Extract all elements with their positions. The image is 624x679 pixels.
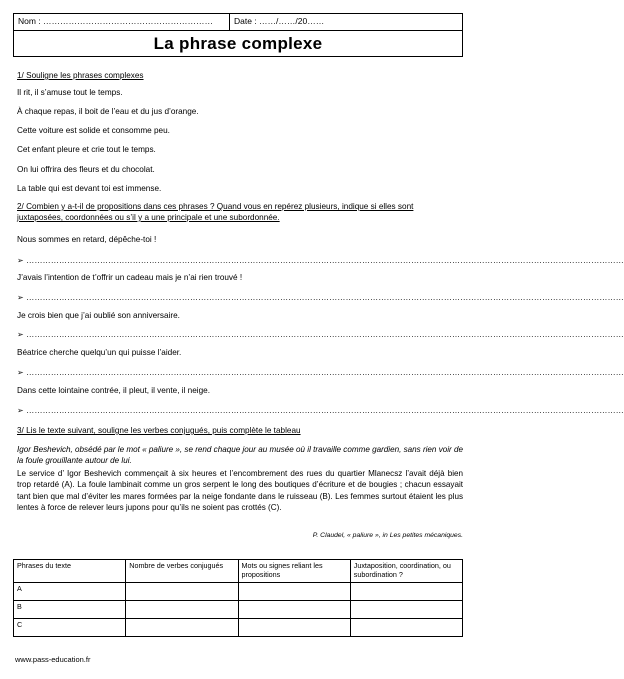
section2-sentence: Nous sommes en retard, dépêche-toi ! [17, 235, 157, 244]
table-header: Nombre de verbes conjugués [126, 560, 238, 583]
section1-sentence: À chaque repas, il boit de l’eau et du jus d’orange. [17, 107, 199, 116]
table-cell[interactable] [350, 619, 462, 637]
section3-title: 3/ Lis le texte suivant, souligne les verbes conjugués, puis complète le tableau [17, 426, 301, 435]
header-divider [229, 14, 230, 31]
answer-line-dots: ………………………………………………………………………………………………………………………………………………………………………………………………… [26, 330, 624, 339]
section2-sentence: J’avais l’intention de t’offrir un cadeau mais je n’ai rien trouvé ! [17, 273, 243, 282]
table-header: Juxtaposition, coordination, ou subordination ? [350, 560, 462, 583]
answer-line[interactable]: ➢ ………………………………………………………………………………………………………………………………………………………………………………………………… [17, 330, 624, 339]
section2-title-line2: juxtaposées, coordonnées ou s’il y a une principale et une subordonnée. [17, 213, 280, 222]
table-cell[interactable] [126, 601, 238, 619]
table-cell[interactable] [238, 619, 350, 637]
table-header: Phrases du texte [14, 560, 126, 583]
table-row [14, 619, 463, 637]
header-row [14, 14, 462, 31]
text-intro: Igor Beshevich, obsédé par le mot « paliure », se rend chaque jour au musée où il travaille comme gardien, sans rien voir de la foule grouillante autour de lui. [17, 445, 463, 466]
name-field[interactable]: Nom : …………………………………………………… [18, 16, 214, 26]
table-cell[interactable] [238, 583, 350, 601]
section1-sentence: La table qui est devant toi est immense. [17, 184, 162, 193]
text-source: P. Claudel, « paliure », in Les petites mécaniques. [312, 532, 463, 539]
table-cell[interactable] [350, 601, 462, 619]
date-field[interactable]: Date : ……/……/20…… [234, 16, 325, 26]
table-header: Mots ou signes reliant les propositions [238, 560, 350, 583]
answer-line[interactable]: ➢ ………………………………………………………………………………………………………………………………………………………………………………………………… [17, 256, 624, 265]
table-cell[interactable] [126, 583, 238, 601]
section1-title: 1/ Souligne les phrases complexes [17, 71, 144, 80]
section1-sentence: On lui offrira des fleurs et du chocolat. [17, 165, 155, 174]
section1-sentence: Cette voiture est solide et consomme peu. [17, 126, 170, 135]
table-row-label: B [14, 601, 126, 619]
header-box [13, 13, 463, 57]
table-cell[interactable] [126, 619, 238, 637]
section1-sentence: Cet enfant pleure et crie tout le temps. [17, 145, 156, 154]
table-cell[interactable] [238, 601, 350, 619]
section2-sentence: Je crois bien que j’ai oublié son anniversaire. [17, 311, 180, 320]
section1-sentence: Il rit, il s’amuse tout le temps. [17, 88, 123, 97]
page-title: La phrase complexe [153, 34, 323, 53]
table-row [14, 601, 463, 619]
table-cell[interactable] [350, 583, 462, 601]
section2-sentence: Dans cette lointaine contrée, il pleut, il vente, il neige. [17, 386, 210, 395]
answer-line-dots: ………………………………………………………………………………………………………………………………………………………………………………………………… [26, 293, 624, 302]
answer-line[interactable]: ➢ ………………………………………………………………………………………………………………………………………………………………………………………………… [17, 406, 624, 415]
answer-line-dots: ………………………………………………………………………………………………………………………………………………………………………………………………… [26, 406, 624, 415]
answer-line-dots: ………………………………………………………………………………………………………………………………………………………………………………………………… [26, 368, 624, 377]
table-header-row [14, 560, 463, 583]
section2-title-line1: 2/ Combien y a-t-il de propositions dans ces phrases ? Quand vous en repérez plusieurs, indique si elles sont [17, 202, 414, 211]
footer-url[interactable]: www.pass-education.fr [15, 655, 91, 664]
answer-table [13, 559, 463, 637]
answer-line-dots: ………………………………………………………………………………………………………………………………………………………………………………………………… [26, 256, 624, 265]
section2-sentence: Béatrice cherche quelqu’un qui puisse l’aider. [17, 348, 182, 357]
answer-line[interactable]: ➢ ………………………………………………………………………………………………………………………………………………………………………………………………… [17, 293, 624, 302]
text-passage: Le service d’ Igor Beshevich commençait à six heures et l’encombrement des rues du quartier Mlanecsz l’avait déjà bien trop retardé (A). La foule lambinait comme un gros serpent le long des boutiques d’écriture et de bougies ; chacun essayait tant bien que mal d’éviter les mares formées par la neige fondante dans le ruisseau (B). Les femmes surtout étaient les plus lentes à force de relever leurs jupons pour qu’ils ne soient pas crottés (C). [17, 469, 463, 512]
table-row-label: C [14, 619, 126, 637]
table-row-label: A [14, 583, 126, 601]
answer-line[interactable]: ➢ ………………………………………………………………………………………………………………………………………………………………………………………………… [17, 368, 624, 377]
table-row [14, 583, 463, 601]
